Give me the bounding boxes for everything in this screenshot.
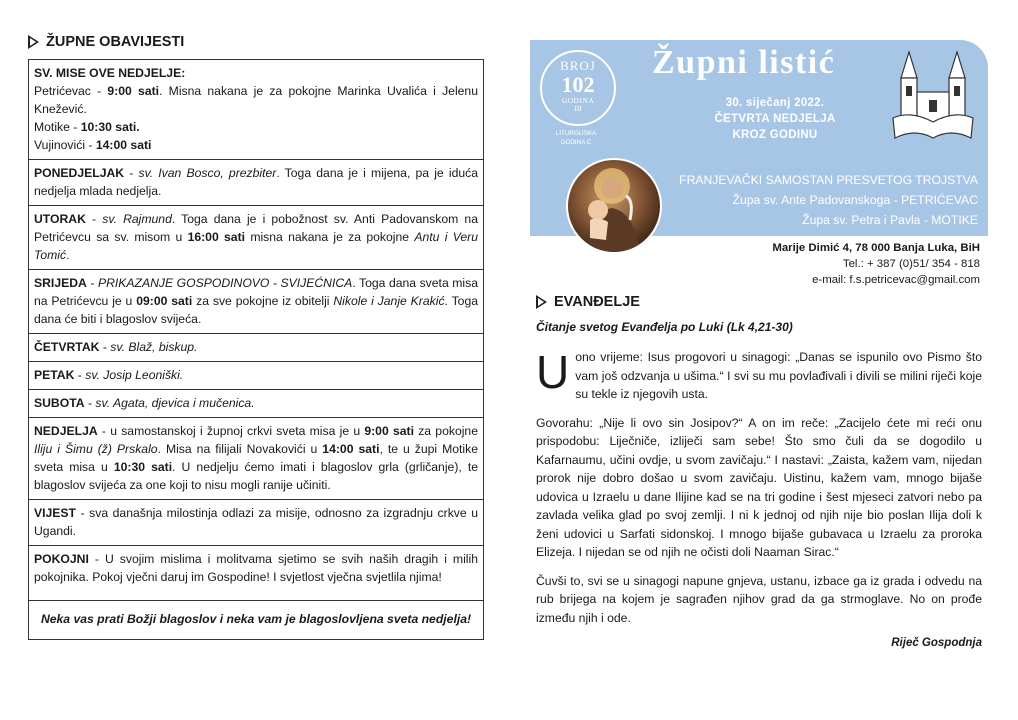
play-triangle-icon xyxy=(28,35,39,49)
saint-anthony-portrait xyxy=(566,158,662,254)
deceased-row: POKOJNI - U svojim mislima i molitvama sjetimo se svih naših dragih i milih pokojnika. Pokoj vječni daruj im Gospodine! I svjetlost vječna svjetlila njima! xyxy=(29,546,483,601)
monday-row: PONEDJELJAK - sv. Ivan Bosco, prezbiter. Toga dana je i mijena, pa je iduća nedjelja mlada nedjelja. xyxy=(29,160,483,206)
announcements-heading: ŽUPNE OBAVIJESTI xyxy=(28,30,484,54)
gospel-paragraph-3: Čuvši to, svi se u sinagogi napune gnjeva, ustanu, izbace ga iz grada i odvedu na rub brijega na kojem je sagrađen njihov grad da ga strmoglave. No on prođe između njih i ode. xyxy=(536,573,982,625)
gospel-paragraph-2: Govorahu: „Nije li ovo sin Josipov?“ A on im reče: „Zacijelo ćete mi reći onu prispodobu: Liječniče, izliječi sam sebe! Što smo čuli da se dogodilo u Kafarnaumu, učini ovdje, u svom zavičaju.“ I nastavi: „Zaista, kažem vam, nijedan prorok nije dobro došao u svom zavičaju. Uistinu, kažem vam, mnogo bijaše udovica u Izraelu u dane Ilijine kad se na tri godine i šest mjeseci zatvori nebo pa zavlada velika glad po svoj zemlji. I ni k jednoj od njih nije bio poslan Ilija doli k ženi udovici u Sarfati sidonskoj. I mnogo bijaše gubavaca u Izraelu za proroka Elizeja. I nijedan se od njih ne očisti doli Naaman Sirac.“ xyxy=(536,415,982,559)
friary-info: FRANJEVAČKI SAMOSTAN PRESVETOG TROJSTVA Župa sv. Ante Padovanskoga - PETRIĆEVAC Župa sv. Petra i Pavla - MOTIKE xyxy=(679,173,978,227)
masses-row: SV. MISE OVE NEDJELJE: Petrićevac - 9:00 sati. Misna nakana je za pokojne Marinka Uvalića i Jelenu Knežević. Motike - 10:30 sati. Vujinovići - 14:00 sati xyxy=(29,60,483,160)
sunday-row: NEDJELJA - u samostanskoj i župnoj crkvi sveta misa je u 9:00 sati za pokojne Iliju i Šimu (ž) Prskalo. Misa na filijali Novakovići u 14:00 sati, te u župi Motike sveta misa u 10:30 sati. U nedjelju ćemo imati i blagoslov grla (grličanje), te blagoslov svijeća za one koji to nisu mogli ranije učiniti. xyxy=(29,418,483,500)
wednesday-row: SRIJEDA - PRIKAZANJE GOSPODINOVO - SVIJEĆNICA. Toga dana sveta misa na Petrićevcu je u 09:00 sati za sve pokojne iz obitelji Nikole i Janje Krakić. Toga dana će biti i blagoslov svijeća. xyxy=(29,270,483,334)
gospel-heading: EVANĐELJE xyxy=(536,290,982,314)
tuesday-row: UTORAK - sv. Rajmund. Toga dana je i pobožnost sv. Anti Padovanskom na Petrićevcu sa sv. misom u 16:00 sati misna nakana je za pokojne Antu i Veru Tomić. xyxy=(29,206,483,270)
play-triangle-icon xyxy=(536,295,547,309)
gospel-paragraph-1: Uono vrijeme: Isus progovori u sinagogi: „Danas se ispunilo ovo Pismo što vam još odzvanja u ušima.“ I svi su mu povlađivali i divili se milini riječi koje su tekle iz njegovih usta. xyxy=(536,346,982,401)
gospel-subtitle: Čitanje svetog Evanđelja po Luki (Lk 4,21-30) xyxy=(536,320,793,334)
liturgical-year: LITURGIJSKA GODINA C xyxy=(555,130,597,146)
drop-cap: U xyxy=(536,346,570,398)
bulletin-title: Župni listić xyxy=(652,44,836,81)
blessing-row: Neka vas prati Božji blagoslov i neka vam je blagoslovljena sveta nedjelja! xyxy=(40,612,472,626)
church-logo-icon xyxy=(887,48,979,144)
saturday-row: SUBOTA - sv. Agata, djevica i mučenica. xyxy=(29,390,483,418)
thursday-row: ČETVRTAK - sv. Blaž, biskup. xyxy=(29,334,483,362)
announcements-table xyxy=(28,59,484,640)
friday-row: PETAK - sv. Josip Leoniški. xyxy=(29,362,483,390)
gospel-section xyxy=(536,290,982,649)
issue-seal: BROJ 102 GODINA III xyxy=(540,50,616,126)
date-block: 30. siječanj 2022. ČETVRTA NEDJELJA KROZ GODINU xyxy=(714,97,836,141)
announcements-column xyxy=(28,30,484,640)
gospel-closing: Riječ Gospodnja xyxy=(891,637,982,649)
contact-address: Marije Dimić 4, 78 000 Banja Luka, BiH Tel.: + 387 (0)51/ 354 - 818 e-mail: f.s.petricevac@gmail.com xyxy=(772,242,980,286)
news-row: VIJEST - sva današnja milostinja odlazi za misije, odnosno za izgradnju crkve u Ugandi. xyxy=(29,500,483,546)
